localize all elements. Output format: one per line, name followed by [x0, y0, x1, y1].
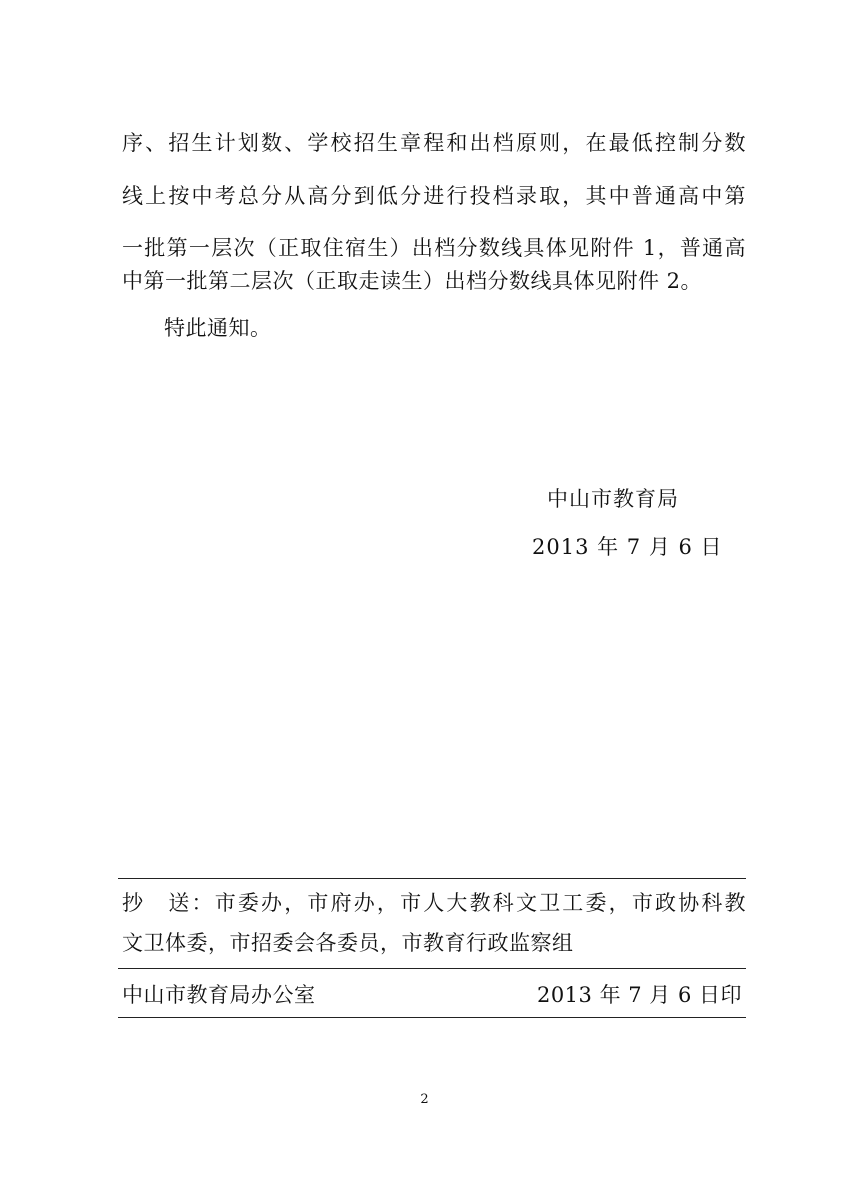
print-date: 2013 年 7 月 6 日印 — [536, 983, 742, 1007]
signature-organization: 中山市教育局 — [547, 487, 679, 511]
cc-top-rule — [118, 878, 746, 879]
body-paragraph-line-4: 中第一批第二层次（正取走读生）出档分数线具体见附件 2。 — [122, 269, 703, 293]
cc-label: 抄 送： — [122, 891, 215, 915]
closing-text: 特此通知。 — [164, 316, 272, 340]
signature-date: 2013 年 7 月 6 日 — [532, 535, 723, 559]
cc-recipients-1: 市委办，市府办，市人大教科文卫工委，市政协科教 — [214, 891, 747, 915]
cc-line-1 — [122, 888, 746, 918]
cc-bottom-rule — [118, 968, 746, 969]
body-paragraph-line-2: 线上按中考总分从高分到低分进行投档录取，其中普通高中第 — [122, 184, 746, 208]
page-number: 2 — [420, 1092, 429, 1107]
issuer-row — [122, 980, 742, 1010]
issuing-office: 中山市教育局办公室 — [122, 983, 316, 1007]
body-paragraph-line-1: 序、招生计划数、学校招生章程和出档原则，在最低控制分数 — [122, 131, 746, 155]
body-paragraph-line-3: 一批第一层次（正取住宿生）出档分数线具体见附件 1，普通高 — [122, 236, 746, 260]
issuer-bottom-rule — [118, 1017, 746, 1018]
cc-line-2: 文卫体委，市招委会各委员，市教育行政监察组 — [122, 931, 574, 955]
